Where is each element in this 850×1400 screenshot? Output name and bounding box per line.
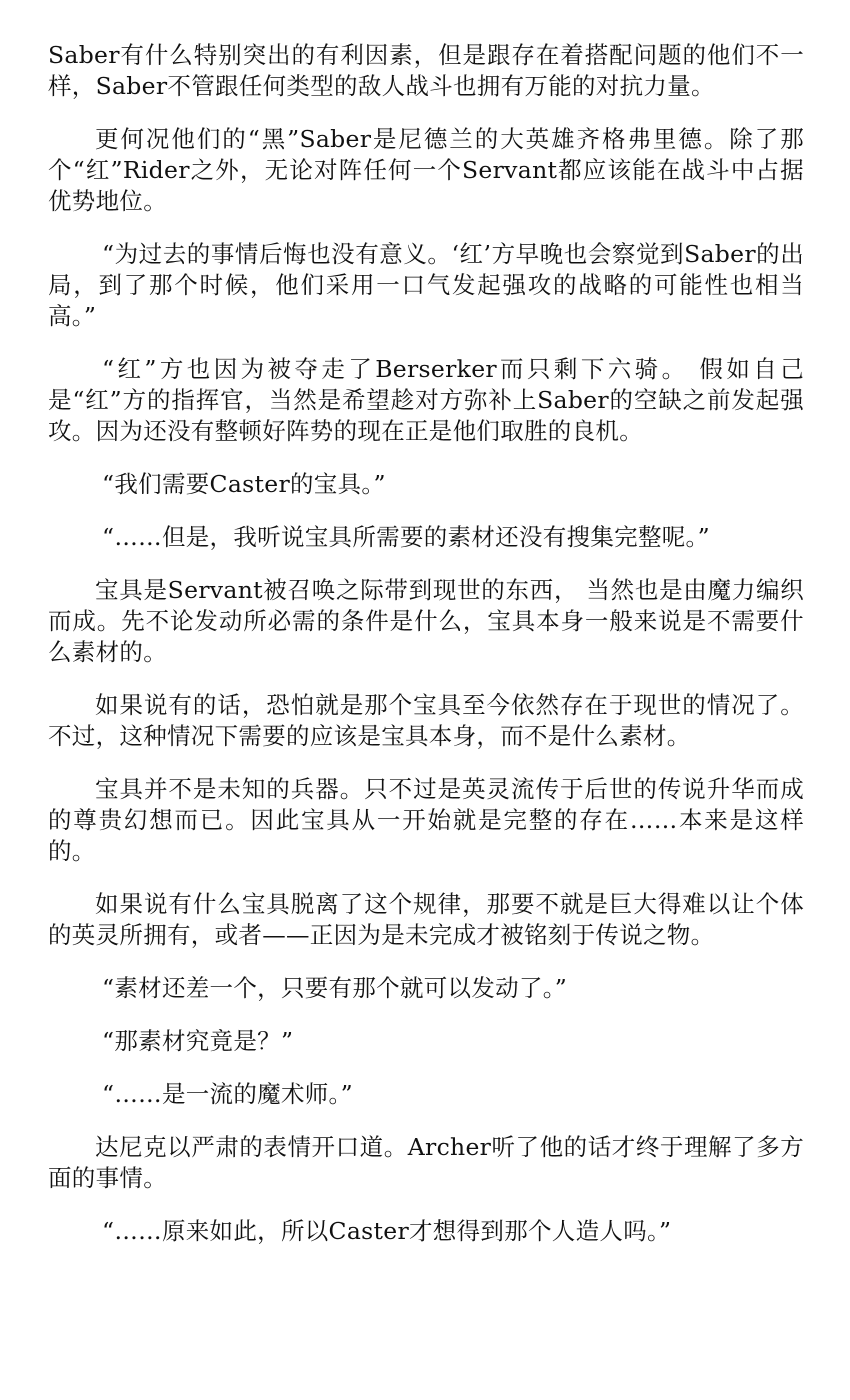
- dialogue-paragraph: “那素材究竟是？”: [102, 1027, 294, 1055]
- paragraph: Saber有什么特别突出的有利因素，但是跟存在着搭配问题的他们不一样，Saber不管跟任何类型的敌人战斗也拥有万能的对抗力量。: [48, 41, 804, 100]
- paragraph: “红”方也因为被夺走了Berserker而只剩下六骑。 假如自己是“红”方的指挥官，当然是希望趁对方弥补上Saber的空缺之前发起强攻。因为还没有整顿好阵势的现在正是他们取胜的良机。: [48, 355, 804, 445]
- paragraph: 达尼克以严肃的表情开口道。Archer听了他的话才终于理解了多方面的事情。: [48, 1133, 804, 1192]
- dialogue-paragraph: “素材还差一个，只要有那个就可以发动了。”: [102, 974, 568, 1002]
- document-page: [48, 40, 804, 1269]
- dialogue-paragraph: “为过去的事情后悔也没有意义。‘红’方早晚也会察觉到Saber的出局，到了那个时候，他们采用一口气发起强攻的战略的可能性也相当高。”: [48, 240, 804, 330]
- paragraph: 宝具并不是未知的兵器。只不过是英灵流传于后世的传说升华而成的尊贵幻想而已。因此宝具从一开始就是完整的存在……本来是这样的。: [48, 775, 804, 865]
- dialogue-paragraph: “……是一流的魔术师。”: [102, 1080, 353, 1108]
- dialogue-paragraph: “我们需要Caster的宝具。”: [102, 470, 386, 498]
- paragraph: 更何况他们的“黑”Saber是尼德兰的大英雄齐格弗里德。除了那个“红”Rider之外，无论对阵任何一个Servant都应该能在战斗中占据优势地位。: [48, 125, 804, 215]
- dialogue-paragraph: “……原来如此，所以Caster才想得到那个人造人吗。”: [102, 1217, 672, 1245]
- dialogue-paragraph: “……但是，我听说宝具所需要的素材还没有搜集完整呢。”: [102, 523, 710, 551]
- paragraph: 如果说有什么宝具脱离了这个规律，那要不就是巨大得难以让个体的英灵所拥有，或者——正因为是未完成才被铭刻于传说之物。: [48, 890, 804, 949]
- paragraph: 宝具是Servant被召唤之际带到现世的东西， 当然也是由魔力编织而成。先不论发动所必需的条件是什么，宝具本身一般来说是不需要什么素材的。: [48, 576, 804, 666]
- paragraph: 如果说有的话，恐怕就是那个宝具至今依然存在于现世的情况了。不过，这种情况下需要的应该是宝具本身，而不是什么素材。: [48, 691, 804, 750]
